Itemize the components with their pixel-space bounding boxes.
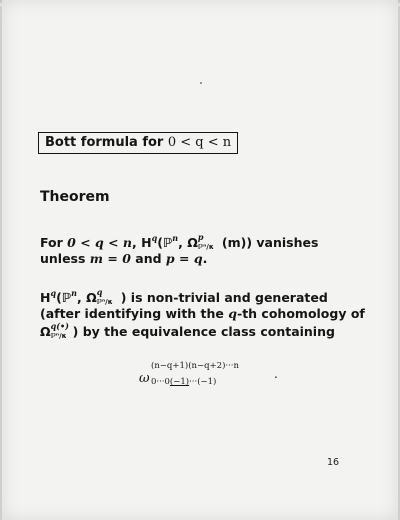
line1-suffix: vanishes (252, 235, 319, 250)
theorem-heading: Theorem (40, 189, 110, 205)
line2-and: and (130, 251, 166, 266)
paren-close-3: ) (72, 324, 79, 339)
generator-superscript: (n−q+1)(n−q+2)···n (151, 361, 239, 371)
omega-indices-2 (96, 287, 121, 306)
projective-space-2: ℙ (61, 290, 72, 305)
theorem-line-3 (40, 288, 328, 305)
omega-generator: ω (139, 371, 150, 386)
omega-sub-3: ℙⁿ/κ (50, 332, 67, 340)
condition-math: 0 < q < n (67, 235, 133, 250)
paren-open: ( (157, 235, 163, 250)
theorem-line-2 (40, 251, 207, 266)
omega-indices-3 (50, 321, 73, 340)
scan-speck (200, 82, 202, 84)
line1-comma: , (132, 235, 142, 250)
m-equation: m = 0 (89, 251, 131, 266)
twist: (m) (221, 235, 247, 250)
theorem-line-4 (40, 306, 365, 321)
cohomology-degree-2: q (50, 288, 57, 298)
p-equation: p = q (165, 251, 203, 266)
projective-space: ℙ (162, 235, 173, 250)
projective-dim-2: n (71, 288, 77, 298)
omega-symbol-3: Ω (40, 324, 51, 339)
generator-subscript (151, 377, 216, 387)
subscript-underlined: (−1) (169, 377, 190, 387)
line2-end: . (202, 251, 208, 266)
omega-indices (197, 232, 222, 251)
theorem-line-5 (40, 321, 335, 340)
q-variable: q (228, 306, 238, 321)
line4-suffix: -th cohomology of (237, 306, 365, 321)
theorem-line-1 (40, 233, 318, 250)
omega-sup-2: q (96, 287, 103, 297)
page-number: 16 (327, 457, 340, 468)
subscript-rest: ···(−1) (189, 377, 217, 387)
cohomology-H: H (141, 235, 152, 250)
slide-page (2, 0, 398, 520)
omega-sup: p (197, 232, 204, 242)
title-math: 0 < q < n (167, 135, 232, 150)
generator-formula (139, 361, 289, 401)
line5-suffix: by the equivalence class containing (78, 324, 335, 339)
paren-close: ) (246, 235, 253, 250)
paren-open-2: ( (56, 290, 62, 305)
subscript-zeros: 0···0 (151, 377, 170, 387)
omega-sheaf: , Ω (178, 235, 198, 250)
projective-dim: n (172, 233, 179, 243)
omega-sub-2: ℙⁿ/κ (96, 298, 113, 306)
title-label: Bott formula for (45, 135, 168, 150)
formula-period: . (274, 367, 278, 381)
omega-sup-3: q(•) (50, 321, 69, 331)
omega-sub: ℙⁿ/κ (197, 243, 214, 251)
line3-suffix: is non-trivial and generated (126, 290, 328, 305)
cohomology-degree: q (151, 233, 158, 243)
cohomology-H-2: H (40, 290, 51, 305)
slide-title-box (38, 132, 238, 154)
line1-prefix: For (40, 235, 68, 250)
paren-close-2: ) (120, 290, 127, 305)
line4-prefix: (after identifying with the (40, 306, 229, 321)
line2-prefix: unless (40, 251, 90, 266)
omega-sheaf-2: , Ω (76, 290, 97, 305)
